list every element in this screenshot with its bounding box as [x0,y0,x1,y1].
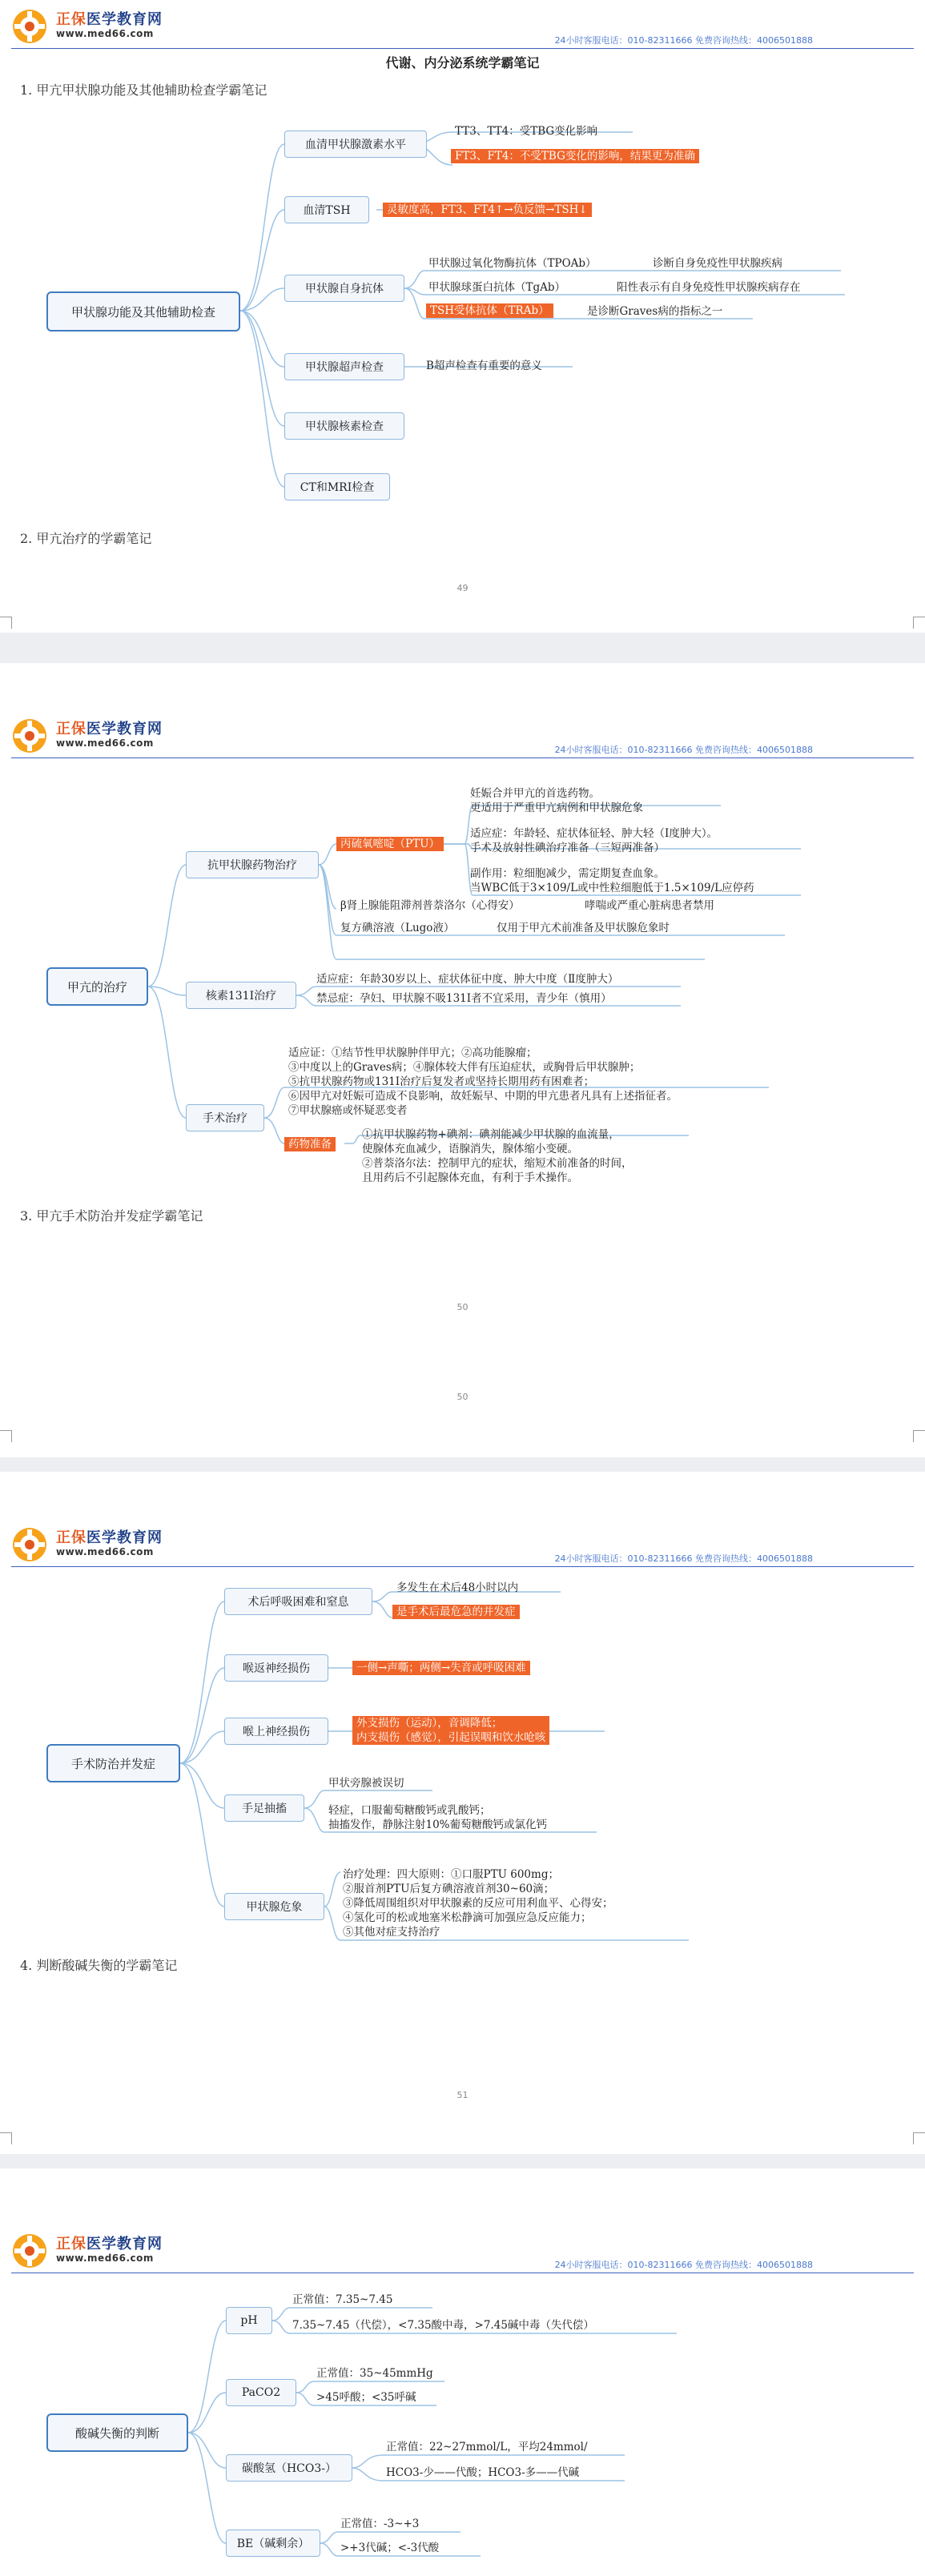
branch-thyroid-radionuclide: 甲状腺核素检查 [284,412,404,440]
crop-mark [913,1430,925,1442]
mindmap-root: 甲状腺功能及其他辅助检查 [46,291,240,332]
branch-ct-mri: CT和MRI检查 [284,473,390,500]
ptu-indications: 适应症：年龄轻、症状体征轻、肿大轻（Ⅰ度肿大）。 手术及放射性碘治疗准备（三短两准备） [470,827,718,854]
radioiodine-contraindication: 禁忌症：孕妇、甲状腺不吸131I者不宜采用，青少年（慎用） [316,992,612,1005]
branch-thyroid-ultrasound: 甲状腺超声检查 [284,353,404,380]
page-50 [0,663,925,1457]
branch-thyroid-crisis: 甲状腺危象 [224,1893,324,1920]
mindmap-root: 甲亢的治疗 [46,967,148,1006]
recurrent-nerve-note: 一侧→声嘶；两侧→失音或呼吸困难 [352,1661,530,1675]
lugol-note: 仅用于甲亢术前准备及甲状腺危象时 [497,922,670,934]
page-number: 49 [456,583,469,593]
page-number: 51 [456,2090,469,2100]
page-number-footer: 50 [456,1392,469,1402]
brand-name: 正保医学教育网 [56,1529,163,1546]
note-tgab: 甲状腺球蛋白抗体（TgAb） [428,281,566,294]
hotline-text: 24小时客服电话：010-82311666 免费咨询热线：4006501888 [554,35,813,46]
hco3-normal: 正常值：22~27mmol/L，平均24mmol/ [386,2441,588,2453]
crop-mark [913,617,925,629]
note-ultrasound: B超声检查有重要的意义 [426,360,542,372]
branch-serum-tsh: 血清TSH [284,196,369,223]
page-acid-base [0,2168,925,2576]
hotline-text: 24小时客服电话：010-82311666 免费咨询热线：4006501888 [554,2260,813,2270]
note-tpoab-meaning: 诊断自身免疫性甲状腺疾病 [653,257,782,270]
note-trab: TSH受体抗体（TRAb） [426,303,553,318]
page-49 [0,0,925,633]
branch-superior-nerve: 喉上神经损伤 [224,1718,328,1745]
note-tsh: 灵敏度高，FT3、FT4↑→负反馈→TSH↓ [383,203,592,217]
branch-postop-dyspnea: 术后呼吸困难和窒息 [224,1588,372,1615]
brand-url: www.med66.com [56,2252,154,2264]
crop-mark [0,1430,12,1442]
brand-url: www.med66.com [56,28,154,39]
note-tt3-tt4: TT3、TT4：受TBG变化影响 [455,125,598,138]
crop-mark [913,2132,925,2144]
ph-interpretation: 7.35~7.45（代偿），<7.35酸中毒，>7.45碱中毒（失代偿） [292,2319,594,2332]
crop-mark [0,2132,12,2144]
page-number: 50 [456,1302,469,1312]
superior-nerve-notes: 外支损伤（运动），音调降低； 内支损伤（感觉），引起误咽和饮水呛咳 [352,1716,549,1745]
branch-surgery: 手术治疗 [186,1104,264,1131]
hco3-interpretation: HCO3-少——代酸；HCO3-多——代碱 [386,2466,580,2479]
surgery-indications: 适应证：①结节性甲状腺肿伴甲亢；②高功能腺瘤； ③中度以上的Graves病；④腺体较大伴有压迫症状，或胸骨后甲状腺肿； ⑤抗甲状腺药物或131I治疗后复发者或坚持长期用药有困难者； ⑥因甲亢对妊娠可造成不良影响，故妊娠早、中期的甲亢患者凡具有上述指征者。 ⑦甲状腺癌或怀疑恶变者 [288,1047,678,1117]
drug-beta-blocker: β肾上腺能阻滞剂普萘洛尔（心得安） [340,899,520,912]
page-51 [0,1472,925,2154]
tetany-treatment: 轻症，口服葡萄糖酸钙或乳酸钙； 抽搐发作，静脉注射10%葡萄糖酸钙或氯化钙 [328,1804,548,1831]
branch-radioiodine: 核素131I治疗 [186,982,296,1009]
note-ft3-ft4: FT3、FT4：不受TBG变化的影响，结果更为准确 [451,149,699,163]
dyspnea-timing: 多发生在术后48小时以内 [396,1581,519,1594]
be-normal: 正常值：-3~+3 [340,2518,420,2530]
beta-blocker-note: 哮喘或严重心脏病患者禁用 [585,899,714,912]
surgery-prep-notes: ①抗甲状腺药物+碘剂：碘剂能减少甲状腺的血流量， 使腺体充血减少，语腺消失，腺体缩小变硬。 ②普萘洛尔法：控制甲亢的症状，缩短术前准备的时间， 且用药后不引起腺体充血，有利于手术操作。 [362,1128,633,1184]
branch-paco2: PaCO2 [226,2379,296,2406]
branch-tetany: 手足抽搐 [224,1794,304,1822]
page-title: 代谢、内分泌系统学霸笔记 [385,55,540,70]
paco2-interpretation: >45呼酸；<35呼碱 [316,2391,416,2404]
ph-normal: 正常值：7.35~7.45 [292,2293,393,2306]
next-section-heading: 4. 判断酸碱失衡的学霸笔记 [20,1958,178,1973]
mindmap-root: 酸碱失衡的判断 [46,2413,188,2452]
hotline-text: 24小时客服电话：010-82311666 免费咨询热线：4006501888 [554,745,813,755]
branch-serum-thyroid-hormone: 血清甲状腺激素水平 [284,131,427,158]
brand-name: 正保医学教育网 [56,721,163,737]
brand-url: www.med66.com [56,737,154,749]
brand-name: 正保医学教育网 [56,11,163,28]
branch-base-excess: BE（碱剩余） [226,2530,320,2557]
mindmap-connectors [0,2168,925,2576]
tetany-cause: 甲状旁腺被误切 [328,1777,404,1790]
note-tpoab: 甲状腺过氧化物酶抗体（TPOAb） [428,257,597,270]
drug-ptu: 丙硫氧嘧啶（PTU） [336,837,444,851]
crop-mark [0,617,12,629]
crisis-treatment: 治疗处理：四大原则：①口服PTU 600mg； ②服首剂PTU后复方碘溶液首剂30~60滴； ③降低周围组织对甲状腺素的反应可用利血平、心得安； ④氢化可的松或地塞米松静滴可加强应急反应能力； ⑤其他对症支持治疗 [343,1868,613,1939]
ptu-notes: 妊娠合并甲亢的首选药物。 更适用于严重甲亢病例和甲状腺危象 [470,787,643,814]
paco2-normal: 正常值：35~45mmHg [316,2367,433,2380]
next-section-heading: 2. 甲亢治疗的学霸笔记 [20,531,152,546]
brand-name: 正保医学教育网 [56,2236,163,2252]
branch-recurrent-nerve: 喉返神经损伤 [224,1654,328,1682]
surgery-drug-prep: 药物准备 [284,1137,336,1151]
ptu-side-effects: 副作用：粒细胞减少，需定期复查血象。 当WBC低于3×109/L或中性粒细胞低于1.5×109/L应停药 [470,867,754,894]
be-interpretation: >+3代碱；<-3代酸 [340,2542,440,2554]
branch-ph: pH [226,2307,272,2334]
branch-antithyroid-drugs: 抗甲状腺药物治疗 [186,851,319,878]
next-section-heading: 3. 甲亢手术防治并发症学霸笔记 [20,1208,203,1224]
mindmap-root: 手术防治并发症 [46,1744,180,1782]
hotline-text: 24小时客服电话：010-82311666 免费咨询热线：4006501888 [554,1553,813,1564]
branch-bicarbonate: 碳酸氢（HCO3-） [226,2454,352,2482]
radioiodine-indication: 适应症：年龄30岁以上、症状体征中度、肿大中度（Ⅱ度肿大） [316,973,619,986]
dyspnea-severity: 是手术后最危急的并发症 [392,1605,520,1619]
note-tgab-meaning: 阳性表示有自身免疫性甲状腺疾病存在 [617,281,801,294]
section-heading: 1. 甲亢甲状腺功能及其他辅助检查学霸笔记 [20,82,267,98]
branch-thyroid-antibodies: 甲状腺自身抗体 [284,275,404,302]
brand-url: www.med66.com [56,1546,154,1557]
drug-lugol: 复方碘溶液（Lugo液） [340,922,455,934]
note-trab-meaning: 是诊断Graves病的指标之一 [587,305,723,318]
